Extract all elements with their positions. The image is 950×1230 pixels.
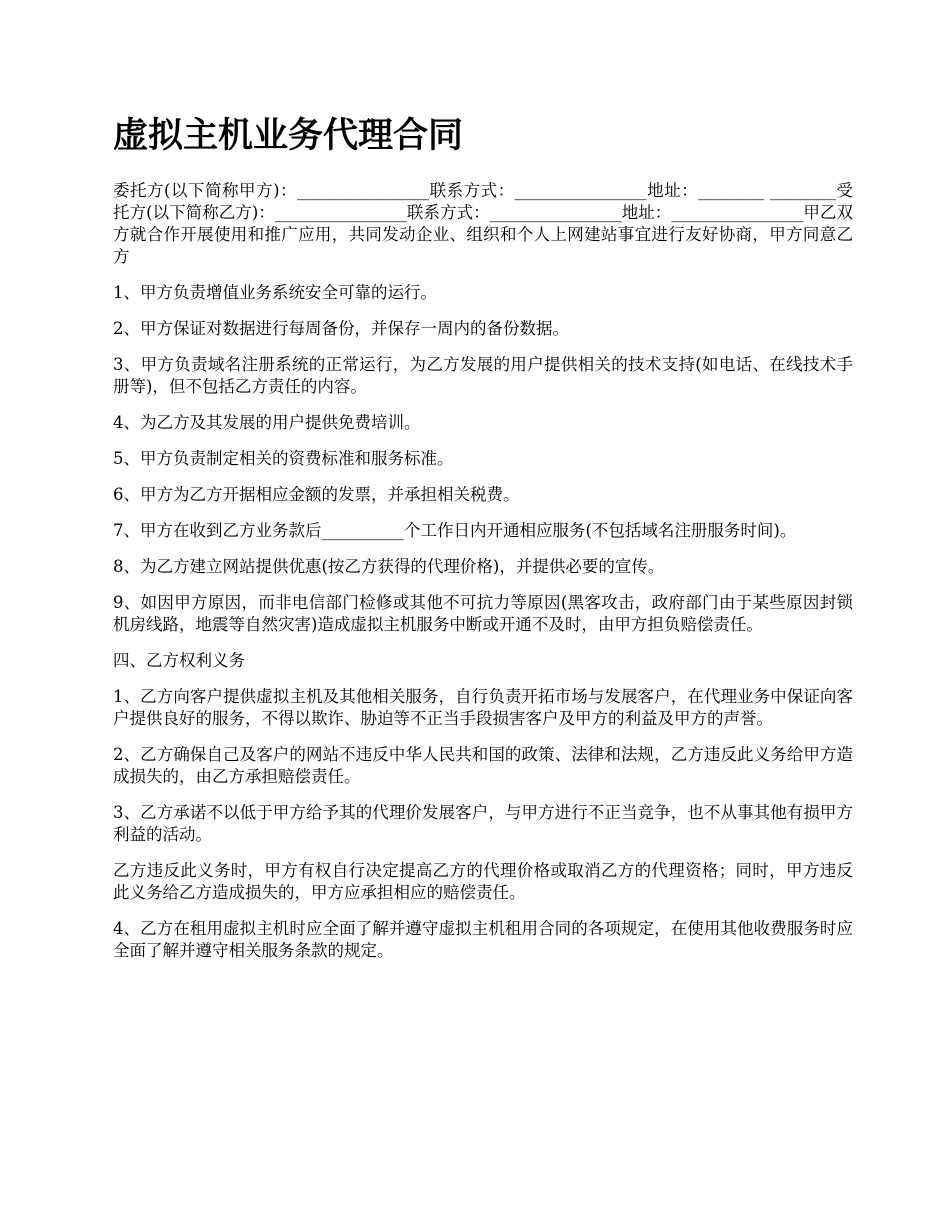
document-title: 虚拟主机业务代理合同	[113, 115, 464, 156]
clause-paragraph: 1、甲方负责增值业务系统安全可靠的运行。	[113, 283, 437, 302]
clause-paragraph: 1、乙方向客户提供虚拟主机及其他相关服务，自行负责开拓市场与发展客户，在代理业务中保证向客户提供良好的服务，不得以欺诈、胁迫等不正当手段损害客户及甲方的利益及甲方的声誉。	[113, 687, 853, 728]
clause-paragraph: 9、如因甲方原因，而非电信部门检修或其他不可抗力等原因(黑客攻击，政府部门由于某些原因封锁机房线路，地震等自然灾害)造成虚拟主机服务中断或开通不及时，由甲方担负赔偿责任。	[113, 593, 853, 634]
clause-paragraph: 2、乙方确保自己及客户的网站不违反中华人民共和国的政策、法律和法规，乙方违反此义务给甲方造成损失的，由乙方承担赔偿责任。	[113, 745, 853, 786]
clause-paragraph: 3、甲方负责域名注册系统的正常运行，为乙方发展的用户提供相关的技术支持(如电话、在线技术手册等)，但不包括乙方责任的内容。	[113, 355, 853, 396]
clause-paragraph: 乙方违反此义务时，甲方有权自行决定提高乙方的代理价格或取消乙方的代理资格；同时，甲方违反此义务给乙方造成损失的，甲方应承担相应的赔偿责任。	[113, 861, 853, 902]
clause-paragraph: 2、甲方保证对数据进行每周备份，并保存一周内的备份数据。	[113, 319, 569, 338]
intro-paragraph: 委托方(以下简称甲方)：________________联系方式：________________地址：________ ________受托方(以下简称乙方)：________________联系方式：________________地址：________________甲乙双方就合作开展使用和推广应用，共同发动企业、组织和个人上网建站事宜进行友好协商，甲方同意乙方	[113, 181, 853, 266]
clause-paragraph: 4、为乙方及其发展的用户提供免费培训。	[113, 413, 421, 432]
clause-paragraph: 8、为乙方建立网站提供优惠(按乙方获得的代理价格)，并提供必要的宣传。	[113, 557, 665, 576]
section-heading: 四、乙方权利义务	[113, 651, 245, 670]
document-page	[113, 112, 853, 976]
clause-paragraph: 7、甲方在收到乙方业务款后__________个工作日内开通相应服务(不包括域名注册服务时间)。	[113, 521, 797, 540]
clause-paragraph: 5、甲方负责制定相关的资费标准和服务标准。	[113, 449, 454, 468]
clause-paragraph: 3、乙方承诺不以低于甲方给予其的代理价发展客户，与甲方进行不正当竞争，也不从事其他有损甲方利益的活动。	[113, 803, 853, 844]
clause-paragraph: 6、甲方为乙方开据相应金额的发票，并承担相关税费。	[113, 485, 520, 504]
clause-paragraph: 4、乙方在租用虚拟主机时应全面了解并遵守虚拟主机租用合同的各项规定，在使用其他收费服务时应全面了解并遵守相关服务条款的规定。	[113, 919, 853, 960]
